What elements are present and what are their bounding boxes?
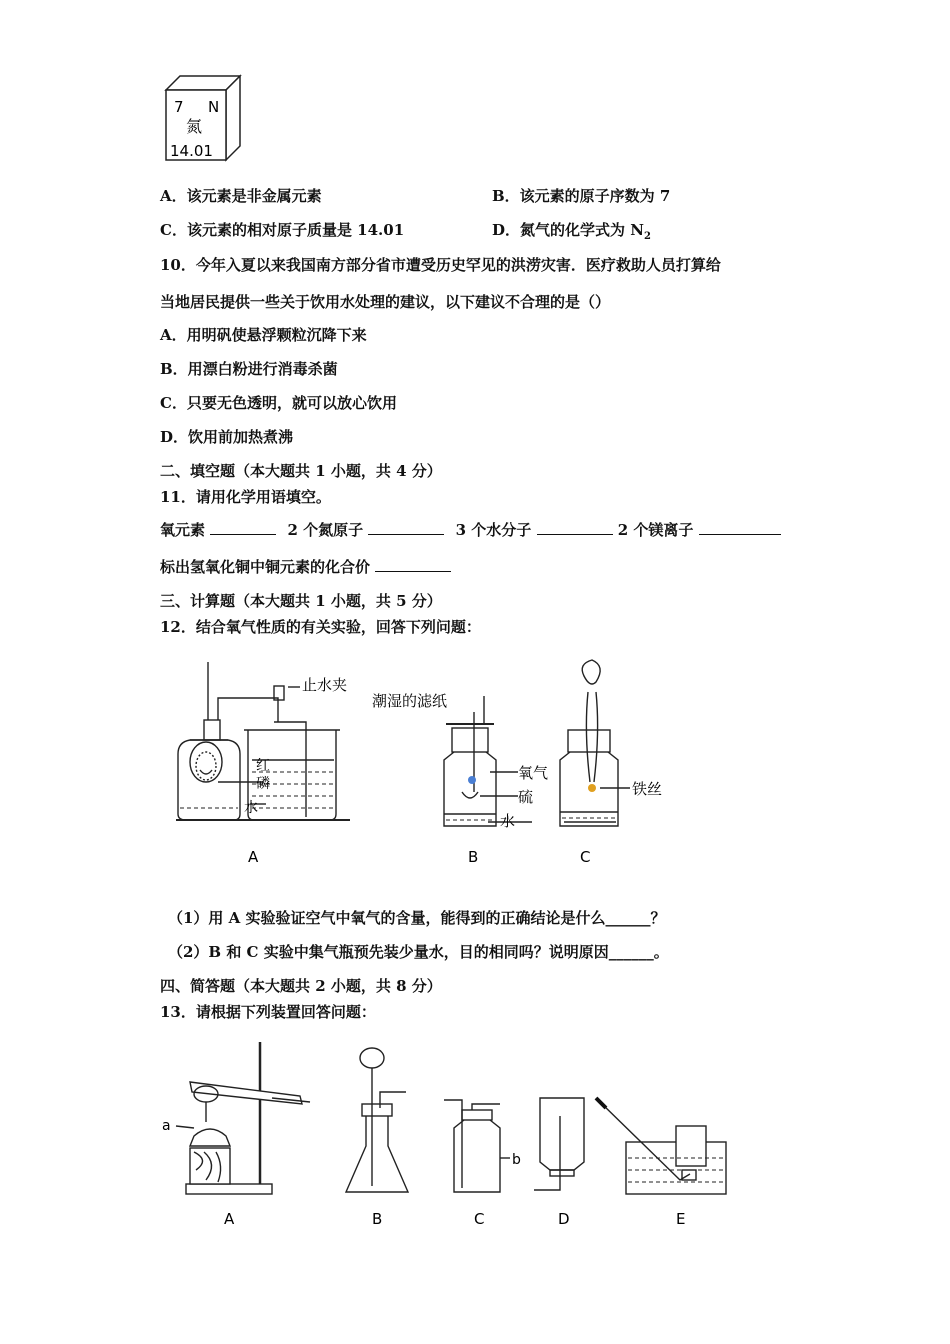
q11-blank4[interactable] [699,520,781,535]
section-4-heading: 四、简答题（本大题共 2 小题，共 8 分） [160,977,442,995]
q10-option-c: C．只要无色透明，就可以放心饮用 [160,394,397,412]
label-water-a: 水 [244,800,258,816]
q11-item2-label: 2 个氮原子 [287,521,364,539]
label-red-phosphorus-2: 磷 [256,776,270,792]
q11-items-row [160,520,781,540]
caption-c: C [474,1210,485,1228]
q10-option-a: A．用明矾使悬浮颗粒沉降下来 [160,326,367,344]
label-sulfur: 硫 [518,788,534,806]
q11-blank5[interactable] [375,557,451,572]
label-oxygen: 氧气 [518,764,549,782]
label-clamp: 止水夹 [302,676,348,694]
label-iron-wire: 铁丝 [632,780,663,798]
q11-blank3[interactable] [537,520,613,535]
q12-sub1: （1）用 A 实验验证空气中氧气的含量，能得到的正确结论是什么______？ [168,909,666,927]
element-number: 7 [174,98,184,116]
q9-option-d-text: D．氮气的化学式为 N [492,221,644,239]
label-red-phosphorus-1: 红 [256,758,270,774]
label-a: a [162,1118,171,1134]
q11-item3-label: 3 个水分子 [455,521,532,539]
q13-apparatus-figure [160,1036,760,1236]
element-name: 氮 [186,117,203,136]
q11-blank2[interactable] [368,520,444,535]
q11-item5-label: 标出氢氧化铜中铜元素的化合价 [160,558,371,576]
q13-title: 13．请根据下列装置回答问题： [160,1003,376,1021]
q11-item5-row [160,557,451,577]
caption-e: E [676,1210,686,1228]
caption-b: B [372,1210,383,1228]
caption-c: C [580,848,591,866]
element-mass: 14.01 [170,142,213,160]
section-3-heading: 三、计算题（本大题共 1 小题，共 5 分） [160,592,442,610]
caption-a: A [224,1210,235,1228]
caption-a: A [248,848,259,866]
label-wet-paper: 潮湿的滤纸 [372,692,448,710]
q12-oxygen-experiments-figure [160,652,720,874]
q9-option-a: A．该元素是非金属元素 [160,187,322,205]
q10-option-d: D．饮用前加热煮沸 [160,428,294,446]
q10-stem-line1: 10．今年入夏以来我国南方部分省市遭受历史罕见的洪涝灾害．医疗救助人员打算给 [160,256,721,274]
q9-option-b: B．该元素的原子序数为 7 [492,187,671,205]
q11-item1-label: 氧元素 [160,521,206,539]
q10-option-b: B．用漂白粉进行消毒杀菌 [160,360,338,378]
q9-option-d-subscript: 2 [643,231,651,242]
q9-option-c: C．该元素的相对原子质量是 14.01 [160,221,405,239]
label-b: b [512,1152,521,1168]
q11-item4-label: 2 个镁离子 [617,521,694,539]
q10-stem-line2: 当地居民提供一些关于饮用水处理的建议，以下建议不合理的是（） [160,293,611,311]
q11-blank1[interactable] [210,520,276,535]
q12-title: 12．结合氧气性质的有关实验，回答下列问题： [160,618,481,636]
nitrogen-element-card [160,72,245,164]
caption-d: D [558,1210,570,1228]
section-2-heading: 二、填空题（本大题共 1 小题，共 4 分） [160,462,442,480]
q9-option-d [492,220,651,247]
caption-b: B [468,848,479,866]
q11-title: 11．请用化学用语填空。 [160,488,331,506]
element-symbol: N [208,98,220,116]
label-water-b: 水 [500,812,516,830]
q12-sub2: （2）B 和 C 实验中集气瓶预先装少量水，目的相同吗？说明原因______。 [168,943,669,961]
